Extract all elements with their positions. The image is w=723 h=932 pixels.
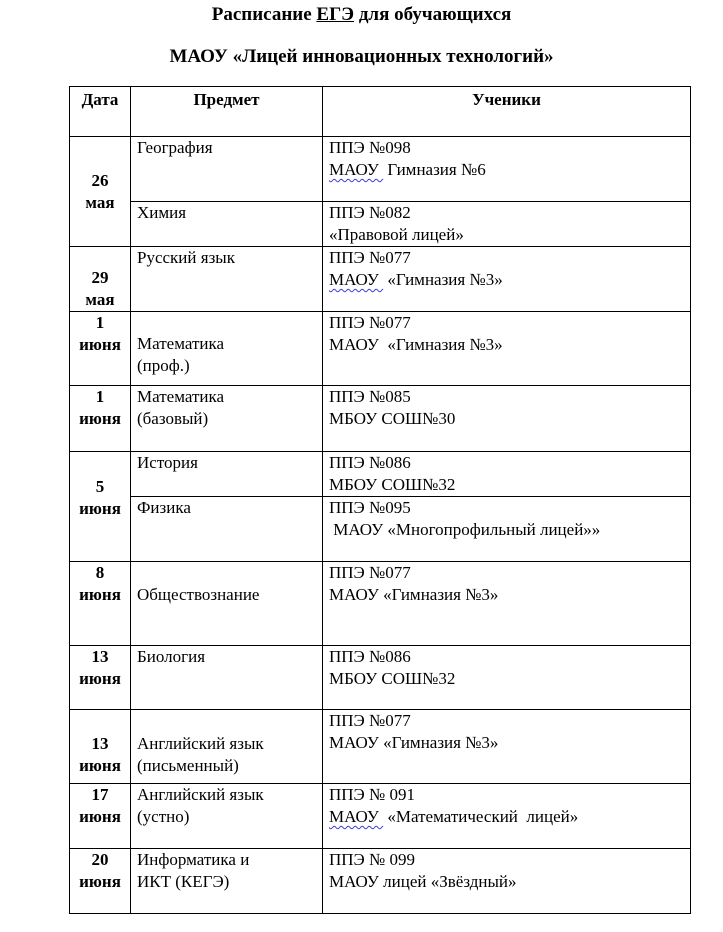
students-cell — [323, 386, 691, 452]
ppe-number: ППЭ № 091 — [329, 785, 415, 804]
school-name: МАОУ «Гимназия №3» — [329, 733, 499, 752]
subject-cell: История — [131, 452, 323, 497]
title-suffix: для обучающихся — [354, 4, 512, 25]
school-abbrev: МАОУ — [329, 270, 384, 289]
date-cell: 13 июня — [70, 646, 131, 710]
school-name: «Правовой лицей» — [329, 225, 464, 244]
school-rest: Гимназия №6 — [383, 160, 486, 179]
school-name: МБОУ СОШ№32 — [329, 669, 456, 688]
header-subject: Предмет — [131, 87, 323, 137]
ppe-number: ППЭ №086 — [329, 453, 411, 472]
students-cell — [323, 202, 691, 247]
ppe-number: ППЭ №077 — [329, 563, 411, 582]
ppe-number: ППЭ №082 — [329, 203, 411, 222]
school-rest: «Математический лицей» — [383, 807, 579, 826]
header-students: Ученики — [323, 87, 691, 137]
students-cell — [323, 849, 691, 914]
school-name — [329, 269, 684, 291]
school-abbrev: МАОУ — [329, 807, 384, 826]
subject-cell: Обществознание — [131, 562, 323, 646]
ppe-number: ППЭ №077 — [329, 248, 411, 267]
title-prefix: Расписание — [211, 4, 317, 25]
table-row — [70, 646, 691, 710]
document-title-line1 — [0, 4, 723, 26]
table-header-row — [70, 87, 691, 137]
students-cell — [323, 452, 691, 497]
date-cell: 17 июня — [70, 784, 131, 849]
students-cell — [323, 710, 691, 784]
ppe-number: ППЭ №077 — [329, 711, 411, 730]
exam-schedule-table — [69, 86, 691, 914]
document-title-line2: МАОУ «Лицей инновационных технологий» — [169, 46, 554, 67]
table-row — [70, 849, 691, 914]
students-cell — [323, 312, 691, 386]
students-cell — [323, 247, 691, 312]
students-cell — [323, 784, 691, 849]
date-cell: 1 июня — [70, 312, 131, 386]
school-abbrev: МАОУ — [329, 160, 384, 179]
school-name: МБОУ СОШ№32 — [329, 475, 456, 494]
date-cell: 1 июня — [70, 386, 131, 452]
school-name: МАОУ «Гимназия №3» — [329, 585, 499, 604]
ppe-number: ППЭ №077 — [329, 313, 411, 332]
date-cell: 13 июня — [70, 710, 131, 784]
header-date: Дата — [70, 87, 131, 137]
school-name: МАОУ «Многопрофильный лицей»» — [329, 520, 601, 539]
ppe-number: ППЭ №098 — [329, 138, 411, 157]
date-cell: 20 июня — [70, 849, 131, 914]
table-row — [70, 202, 691, 247]
table-row — [70, 312, 691, 386]
ppe-number: ППЭ №095 — [329, 498, 411, 517]
date-cell: 5 июня — [70, 452, 131, 562]
title-ege: ЕГЭ — [316, 4, 355, 25]
subject-cell: Биология — [131, 646, 323, 710]
school-name: МБОУ СОШ№30 — [329, 409, 456, 428]
table-row — [70, 137, 691, 202]
table-row — [70, 784, 691, 849]
school-rest: «Гимназия №3» — [383, 270, 503, 289]
table-row — [70, 710, 691, 784]
school-name: МАОУ лицей «Звёздный» — [329, 872, 517, 891]
subject-cell: Английский язык (письменный) — [131, 710, 323, 784]
subject-cell: Химия — [131, 202, 323, 247]
students-cell — [323, 562, 691, 646]
school-name — [329, 806, 684, 828]
table-row — [70, 386, 691, 452]
subject-cell: Математика (проф.) — [131, 312, 323, 386]
table-row — [70, 562, 691, 646]
school-name: МАОУ «Гимназия №3» — [329, 335, 503, 354]
subject-cell: Физика — [131, 497, 323, 562]
subject-cell: Информатика и ИКТ (КЕГЭ) — [131, 849, 323, 914]
ppe-number: ППЭ № 099 — [329, 850, 415, 869]
date-cell: 26 мая — [70, 137, 131, 247]
students-cell — [323, 646, 691, 710]
subject-cell: Английский язык (устно) — [131, 784, 323, 849]
students-cell — [323, 137, 691, 202]
table-row — [70, 497, 691, 562]
subject-cell: Математика (базовый) — [131, 386, 323, 452]
table-row — [70, 452, 691, 497]
students-cell — [323, 497, 691, 562]
date-cell: 29 мая — [70, 247, 131, 312]
table-row — [70, 247, 691, 312]
school-name — [329, 159, 684, 181]
subject-cell: География — [131, 137, 323, 202]
ppe-number: ППЭ №085 — [329, 387, 411, 406]
date-cell: 8 июня — [70, 562, 131, 646]
subject-cell: Русский язык — [131, 247, 323, 312]
ppe-number: ППЭ №086 — [329, 647, 411, 666]
